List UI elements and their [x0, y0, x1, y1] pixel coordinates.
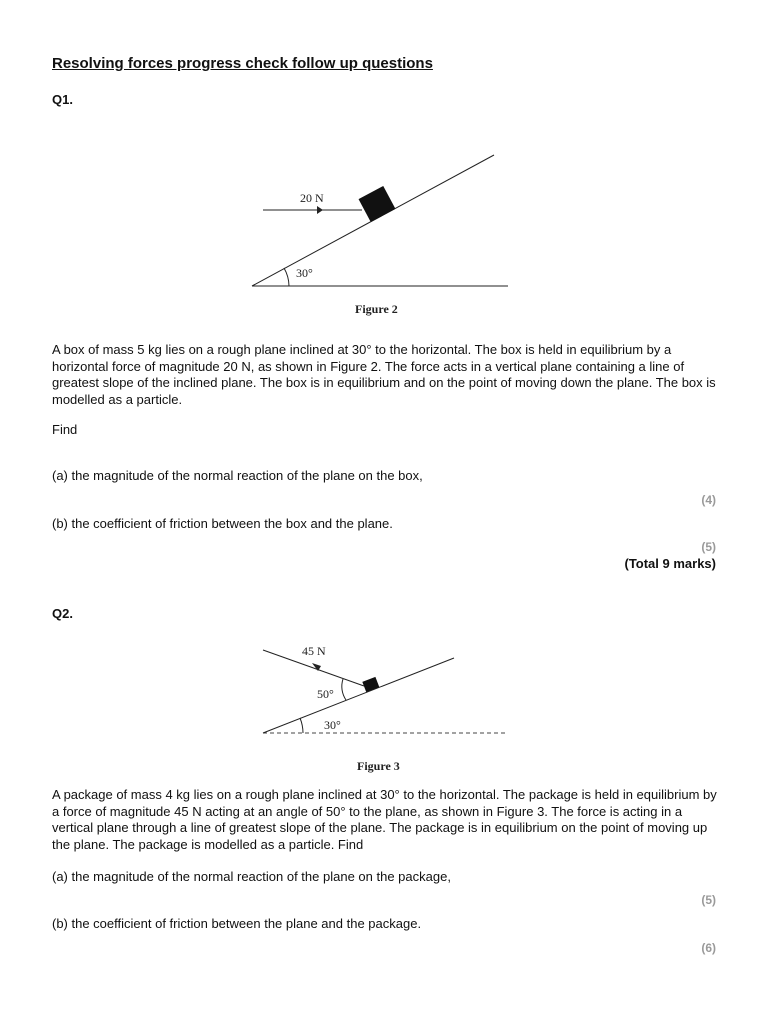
question-2-marks-b: (6): [701, 941, 716, 955]
figure-3-plane-angle-label: 30°: [324, 718, 341, 732]
figure-2-angle-label: 30°: [296, 266, 313, 280]
figure-2-box: [359, 186, 396, 222]
figure-3-force-angle-label: 50°: [317, 687, 334, 701]
question-1-marks-b: (5): [701, 540, 716, 554]
figure-3-force-label: 45 N: [302, 644, 326, 658]
question-1-label: Q1.: [52, 92, 73, 107]
question-2-marks-a: (5): [701, 893, 716, 907]
page-title: Resolving forces progress check follow up questions: [52, 55, 433, 72]
figure-3-incline-line: [263, 658, 454, 733]
question-2-part-a: (a) the magnitude of the normal reaction of the plane on the package,: [52, 869, 451, 884]
question-2-text: A package of mass 4 kg lies on a rough plane inclined at 30° to the horizontal. The package is held in equilibrium by a force of magnitude 45 N acting at an angle of 50° to the plane, as shown in Figure 3. The force is acting in a vertical plane through a line of greatest slope of the plane. The package is in equilibrium on the point of moving up the plane. The package is modelled as a particle. Find: [52, 787, 717, 852]
figure-2-diagram: [0, 0, 768, 330]
figure-3-plane-angle-arc: [300, 718, 303, 733]
question-1-text: A box of mass 5 kg lies on a rough plane inclined at 30° to the horizontal. The box is held in equilibrium by a horizontal force of magnitude 20 N, as shown in Figure 2. The force acts in a vertical plane containing a line of greatest slope of the inclined plane. The box is in equilibrium and on the point of moving down the plane. The box is modelled as a particle.: [52, 342, 716, 407]
figure-3-package: [362, 677, 379, 692]
figure-2-force-label: 20 N: [300, 191, 324, 205]
question-1-find: Find: [52, 422, 78, 437]
figure-3-caption: Figure 3: [357, 759, 400, 773]
figure-2-angle-arc: [284, 268, 289, 286]
figure-3-diagram: [0, 630, 768, 780]
question-1-part-b: (b) the coefficient of friction between the box and the plane.: [52, 516, 393, 531]
question-2-part-b: (b) the coefficient of friction between the plane and the package.: [52, 916, 422, 931]
figure-2-force-arrowhead: [317, 206, 323, 214]
question-1-part-a: (a) the magnitude of the normal reaction of the plane on the box,: [52, 468, 423, 483]
question-2-label: Q2.: [52, 606, 73, 621]
question-1-total: (Total 9 marks): [624, 556, 716, 571]
figure-3-force-angle-arc: [342, 679, 346, 700]
figure-2-caption: Figure 2: [355, 302, 398, 316]
question-1-marks-a: (4): [701, 493, 716, 507]
